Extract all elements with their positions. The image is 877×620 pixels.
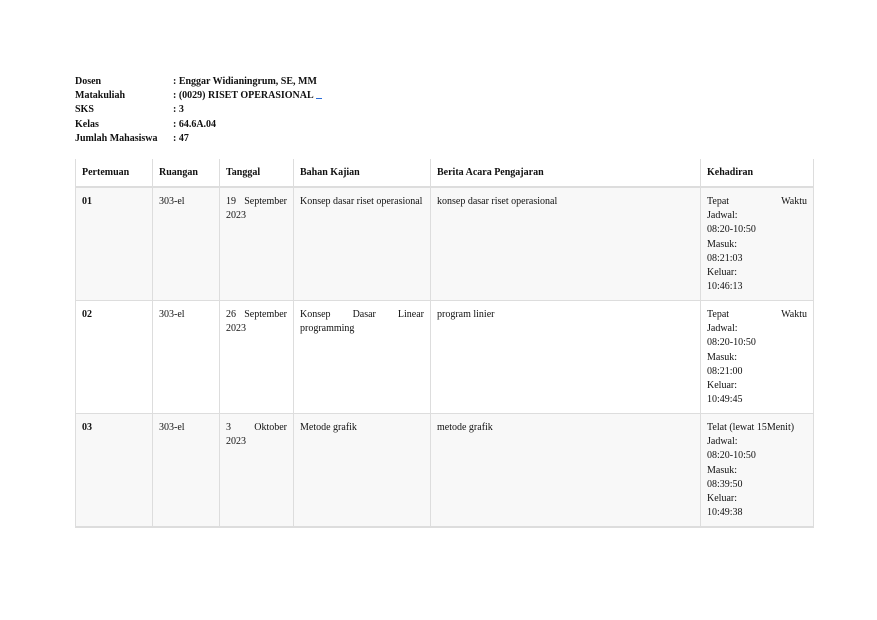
jadwal-label: Jadwal:: [707, 323, 738, 335]
status-left: Tepat: [707, 309, 730, 320]
masuk-value: 08:39:50: [707, 478, 743, 490]
info-label: Matakuliah: [75, 90, 126, 102]
column-header-bahan-kajian: Bahan Kajian: [294, 159, 431, 187]
jadwal-value: 08:20-10:50: [707, 450, 756, 462]
cell-kehadiran: [701, 187, 814, 301]
status-left: Tepat: [707, 196, 730, 207]
jadwal-label: Jadwal:: [707, 210, 738, 222]
info-row-kelas: [75, 118, 322, 132]
info-value: : 64.6A.04: [173, 118, 217, 130]
column-header-pertemuan: Pertemuan: [76, 159, 153, 187]
jadwal-value: 08:20-10:50: [707, 337, 756, 349]
info-label: Jumlah Mahasiswa: [75, 132, 158, 144]
keluar-value: 10:49:38: [707, 507, 743, 519]
info-value: : Enggar Widianingrum, SE, MM: [173, 76, 317, 87]
cell-kehadiran: [701, 301, 814, 414]
masuk-label: Masuk:: [707, 351, 737, 363]
masuk-value: 08:21:00: [707, 365, 743, 377]
cell-tanggal: 3 Oktober 2023: [220, 414, 294, 528]
cell-pertemuan: 03: [76, 414, 153, 528]
status-left: Telat (lewat 15Menit): [707, 422, 795, 433]
info-row-matakuliah: [75, 89, 322, 103]
info-row-jumlah-mahasiswa: [75, 132, 322, 146]
info-label: Kelas: [75, 118, 99, 130]
course-link[interactable]: [316, 89, 322, 99]
cell-bahan-kajian: Metode grafik: [294, 414, 431, 528]
info-label: Dosen: [75, 76, 102, 87]
column-header-ruangan: Ruangan: [153, 159, 220, 187]
cell-ruangan: 303-el: [153, 414, 220, 528]
keluar-label: Keluar:: [707, 493, 737, 505]
cell-bahan-kajian: Konsep dasar riset operasional: [294, 187, 431, 301]
cell-pertemuan: 01: [76, 187, 153, 301]
column-header-tanggal: Tanggal: [220, 159, 294, 187]
info-row-dosen: [75, 75, 322, 89]
attendance-status: [707, 421, 807, 435]
masuk-value: 08:21:03: [707, 252, 743, 264]
status-right: Waktu: [781, 196, 807, 207]
keluar-value: 10:49:45: [707, 394, 743, 406]
masuk-label: Masuk:: [707, 464, 737, 476]
jadwal-label: Jadwal:: [707, 436, 738, 448]
cell-bahan-kajian: Konsep Dasar Linear programming: [294, 301, 431, 414]
cell-berita-acara: metode grafik: [431, 414, 701, 528]
column-header-berita-acara: Berita Acara Pengajaran: [431, 159, 701, 187]
masuk-label: Masuk:: [707, 238, 737, 250]
info-value: : (0029) RISET OPERASIONAL: [173, 90, 314, 102]
column-header-kehadiran: Kehadiran: [701, 159, 814, 187]
cell-kehadiran: [701, 414, 814, 528]
table-header-row: [76, 159, 814, 187]
info-value: : 47: [173, 132, 189, 144]
jadwal-value: 08:20-10:50: [707, 224, 756, 236]
cell-tanggal: 26 September 2023: [220, 301, 294, 414]
cell-pertemuan: 02: [76, 301, 153, 414]
keluar-value: 10:46:13: [707, 281, 743, 293]
attendance-table: [75, 159, 814, 528]
attendance-status: [707, 195, 807, 209]
keluar-label: Keluar:: [707, 380, 737, 392]
cell-tanggal: 19 September 2023: [220, 187, 294, 301]
table-row: [76, 414, 814, 528]
info-value: : 3: [173, 104, 184, 116]
info-label: SKS: [75, 104, 94, 116]
table-row: [76, 187, 814, 301]
cell-berita-acara: program linier: [431, 301, 701, 414]
status-right: Waktu: [781, 309, 807, 320]
cell-ruangan: 303-el: [153, 187, 220, 301]
keluar-label: Keluar:: [707, 267, 737, 279]
course-info: [75, 75, 322, 146]
attendance-status: [707, 308, 807, 322]
cell-ruangan: 303-el: [153, 301, 220, 414]
table-row: [76, 301, 814, 414]
info-row-sks: [75, 103, 322, 117]
cell-berita-acara: konsep dasar riset operasional: [431, 187, 701, 301]
